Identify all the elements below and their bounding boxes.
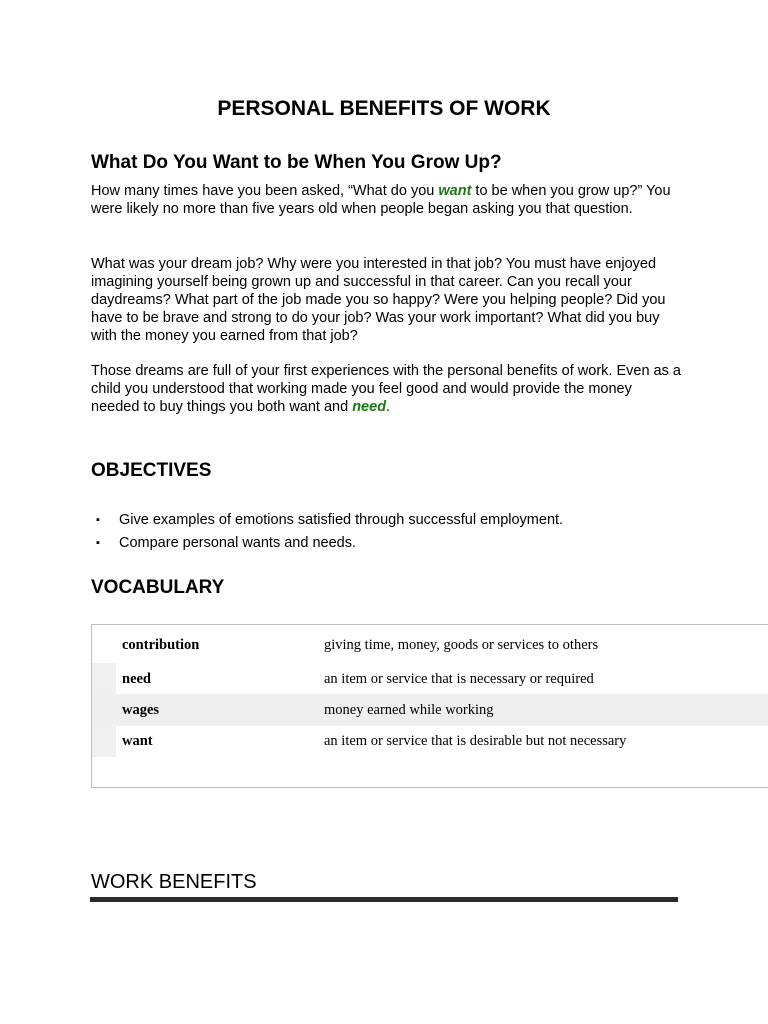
vocab-definition: an item or service that is necessary or required xyxy=(324,671,594,687)
vocab-term: need xyxy=(122,671,151,687)
emphasis-want: want xyxy=(438,183,472,199)
table-row xyxy=(92,663,768,695)
vocab-definition: giving time, money, goods or services to others xyxy=(324,637,599,653)
row-stub xyxy=(92,725,116,757)
vocabulary-table xyxy=(91,624,768,788)
row-stub xyxy=(92,694,116,726)
vocabulary-heading: VOCABULARY xyxy=(91,577,225,598)
emphasis-need: need xyxy=(352,399,387,415)
intro-paragraph-1 xyxy=(91,182,681,218)
intro-p3-text-end: . xyxy=(386,399,391,415)
row-stub xyxy=(92,629,116,661)
vocab-term: contribution xyxy=(122,637,200,653)
objectives-list xyxy=(91,511,563,557)
intro-paragraph-2: What was your dream job? Why were you interested in that job? You must have enjoyed imagining yourself being grown up and successful in that career. Can you recall your daydreams? What part of the job made you so happy? Were you helping people? Did you have to be brave and strong to do your job? Was your work important? What did you buy with the money you earned from that job? xyxy=(91,256,666,344)
table-row xyxy=(92,725,768,757)
vocab-definition: money earned while working xyxy=(324,702,494,718)
intro-p1-text: How many times have you been asked, “What do you xyxy=(91,183,439,199)
page-title: PERSONAL BENEFITS OF WORK xyxy=(217,97,551,120)
table-row xyxy=(92,629,768,661)
list-item xyxy=(91,534,563,552)
objective-text: Compare personal wants and needs. xyxy=(119,535,356,551)
vocab-term: want xyxy=(122,733,153,749)
section-divider xyxy=(90,897,678,902)
intro-p3-text: Those dreams are full of your first experiences with the personal benefits of work. Even as a child you understood that working made you feel good and would provide the money needed to buy things you both want and xyxy=(91,363,681,415)
work-benefits-heading: WORK BENEFITS xyxy=(91,871,257,893)
vocab-definition: an item or service that is desirable but not necessary xyxy=(324,733,627,749)
objectives-heading: OBJECTIVES xyxy=(91,460,212,481)
row-stub xyxy=(92,663,116,695)
intro-paragraph-3 xyxy=(91,362,681,416)
bullet-icon: ▪ xyxy=(96,514,100,526)
intro-heading: What Do You Want to be When You Grow Up? xyxy=(91,152,502,173)
objective-text: Give examples of emotions satisfied through successful employment. xyxy=(119,512,564,528)
intro-p1-text-end: to be when you grow up?” You were likely no more than five years old when people began asking you that question. xyxy=(91,183,671,217)
vocab-term: wages xyxy=(122,702,160,718)
bullet-icon: ▪ xyxy=(96,537,100,549)
table-row xyxy=(92,694,768,726)
list-item xyxy=(91,511,563,529)
